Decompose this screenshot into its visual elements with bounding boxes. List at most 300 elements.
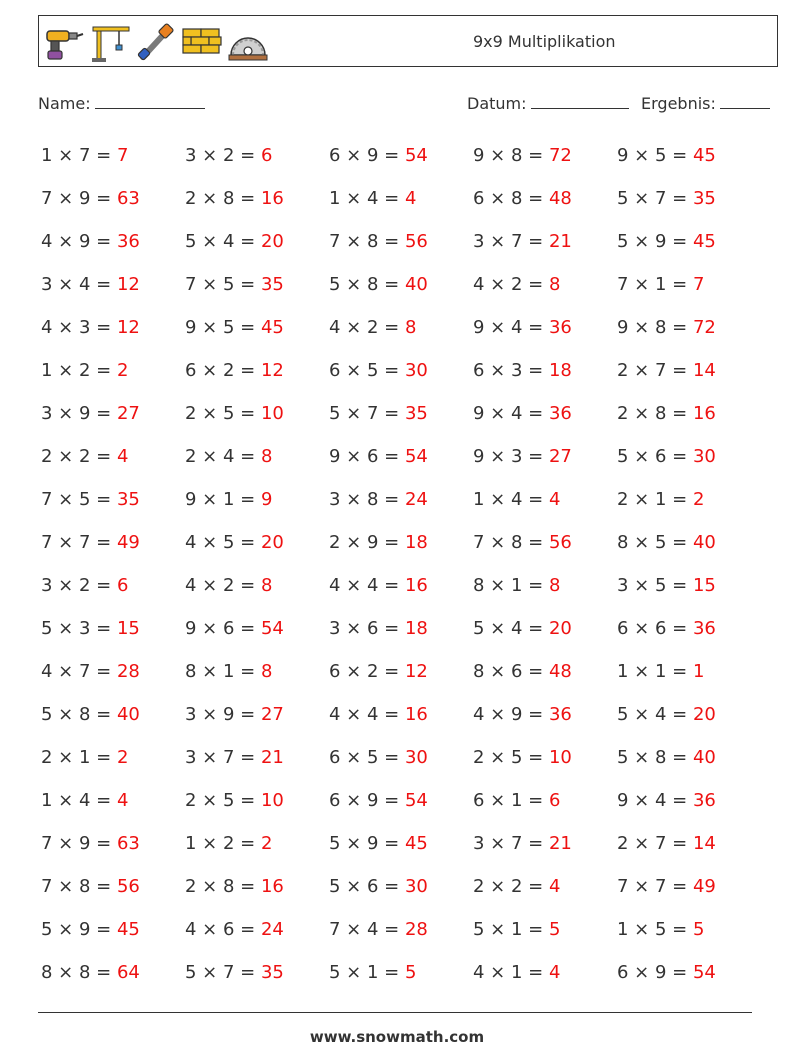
problem-answer: 6	[548, 790, 561, 811]
problem-cell	[329, 736, 473, 779]
problem-cell	[41, 177, 185, 220]
problem-cell	[41, 650, 185, 693]
problem-cell	[473, 134, 617, 177]
problem-cell	[41, 822, 185, 865]
problem-question: 5 × 3 =	[41, 618, 117, 639]
worksheet-header	[38, 15, 778, 67]
date-label: Datum:	[467, 94, 527, 113]
problem-answer: 28	[116, 661, 140, 682]
problem-answer: 10	[260, 403, 284, 424]
name-field	[38, 92, 205, 113]
problem-answer: 56	[404, 231, 428, 252]
problem-answer: 36	[548, 403, 572, 424]
problem-question: 3 × 9 =	[41, 403, 117, 424]
problem-question: 7 × 5 =	[185, 274, 261, 295]
problem-question: 9 × 8 =	[473, 145, 549, 166]
problem-question: 2 × 9 =	[329, 532, 405, 553]
problem-cell	[617, 134, 761, 177]
problem-question: 6 × 9 =	[329, 145, 405, 166]
problem-answer: 12	[116, 274, 140, 295]
problem-cell	[329, 650, 473, 693]
problem-cell	[185, 951, 329, 994]
problem-answer: 36	[692, 790, 716, 811]
problem-question: 3 × 7 =	[473, 833, 549, 854]
problem-cell	[473, 822, 617, 865]
problem-question: 3 × 2 =	[185, 145, 261, 166]
problem-row	[41, 908, 761, 951]
problem-question: 2 × 8 =	[185, 876, 261, 897]
problem-answer: 20	[692, 704, 716, 725]
footer-divider	[38, 1012, 752, 1013]
problem-cell	[617, 521, 761, 564]
problem-question: 7 × 9 =	[41, 188, 117, 209]
problem-question: 6 × 5 =	[329, 360, 405, 381]
problem-cell	[617, 650, 761, 693]
problem-row	[41, 779, 761, 822]
problem-answer: 40	[692, 747, 716, 768]
problem-answer: 36	[548, 317, 572, 338]
problem-cell	[617, 435, 761, 478]
problem-question: 9 × 3 =	[473, 446, 549, 467]
problem-cell	[41, 306, 185, 349]
problem-answer: 6	[260, 145, 273, 166]
problem-question: 9 × 5 =	[185, 317, 261, 338]
problem-question: 8 × 8 =	[41, 962, 117, 983]
problem-cell	[41, 951, 185, 994]
problem-answer: 54	[404, 145, 428, 166]
problem-cell	[185, 349, 329, 392]
problem-row	[41, 607, 761, 650]
problem-cell	[617, 822, 761, 865]
problem-cell	[473, 478, 617, 521]
problem-question: 7 × 8 =	[329, 231, 405, 252]
problem-question: 2 × 8 =	[185, 188, 261, 209]
problem-answer: 49	[116, 532, 140, 553]
problem-cell	[329, 564, 473, 607]
problem-question: 3 × 8 =	[329, 489, 405, 510]
problem-answer: 5	[692, 919, 705, 940]
problem-question: 8 × 1 =	[185, 661, 261, 682]
problem-answer: 18	[404, 532, 428, 553]
problem-cell	[41, 564, 185, 607]
problem-answer: 16	[404, 575, 428, 596]
problem-answer: 16	[692, 403, 716, 424]
problem-answer: 54	[260, 618, 284, 639]
problem-cell	[329, 134, 473, 177]
problem-answer: 54	[692, 962, 716, 983]
problem-question: 5 × 8 =	[41, 704, 117, 725]
problem-question: 3 × 2 =	[41, 575, 117, 596]
problem-answer: 9	[260, 489, 273, 510]
problem-cell	[185, 392, 329, 435]
problem-cell	[473, 392, 617, 435]
problem-answer: 72	[548, 145, 572, 166]
problem-answer: 54	[404, 790, 428, 811]
problem-question: 6 × 9 =	[329, 790, 405, 811]
problem-answer: 40	[692, 532, 716, 553]
problem-cell	[329, 951, 473, 994]
problem-question: 6 × 2 =	[185, 360, 261, 381]
problem-answer: 7	[116, 145, 129, 166]
result-field	[641, 92, 770, 113]
problem-question: 4 × 9 =	[473, 704, 549, 725]
problem-question: 5 × 8 =	[329, 274, 405, 295]
problem-answer: 20	[548, 618, 572, 639]
result-blank	[720, 92, 770, 109]
problem-question: 1 × 4 =	[473, 489, 549, 510]
problem-answer: 24	[404, 489, 428, 510]
problem-question: 5 × 9 =	[41, 919, 117, 940]
problem-cell	[185, 564, 329, 607]
problem-answer: 2	[260, 833, 273, 854]
problem-cell	[41, 908, 185, 951]
problem-cell	[617, 908, 761, 951]
problem-question: 4 × 5 =	[185, 532, 261, 553]
problem-row	[41, 650, 761, 693]
problem-question: 8 × 1 =	[473, 575, 549, 596]
problem-answer: 56	[116, 876, 140, 897]
problem-answer: 36	[692, 618, 716, 639]
problem-answer: 27	[548, 446, 572, 467]
problem-cell	[329, 693, 473, 736]
problem-answer: 14	[692, 360, 716, 381]
problem-cell	[41, 736, 185, 779]
problem-answer: 45	[116, 919, 140, 940]
problem-cell	[473, 908, 617, 951]
problem-question: 2 × 5 =	[185, 403, 261, 424]
problem-cell	[617, 177, 761, 220]
problem-cell	[185, 263, 329, 306]
problem-question: 9 × 6 =	[329, 446, 405, 467]
problem-answer: 2	[116, 360, 129, 381]
problem-row	[41, 349, 761, 392]
problem-question: 9 × 4 =	[473, 317, 549, 338]
problem-answer: 40	[116, 704, 140, 725]
name-label: Name:	[38, 94, 91, 113]
problem-answer: 1	[692, 661, 705, 682]
problem-answer: 48	[548, 188, 572, 209]
problem-cell	[329, 220, 473, 263]
problem-answer: 2	[692, 489, 705, 510]
problem-row	[41, 693, 761, 736]
problem-row	[41, 263, 761, 306]
problem-cell	[329, 435, 473, 478]
problem-row	[41, 822, 761, 865]
problem-answer: 49	[692, 876, 716, 897]
problem-cell	[617, 564, 761, 607]
problem-question: 2 × 5 =	[185, 790, 261, 811]
problem-answer: 8	[404, 317, 417, 338]
problem-answer: 48	[548, 661, 572, 682]
problem-answer: 35	[260, 962, 284, 983]
problem-question: 2 × 1 =	[41, 747, 117, 768]
problem-question: 3 × 7 =	[473, 231, 549, 252]
problem-answer: 54	[404, 446, 428, 467]
problem-cell	[329, 908, 473, 951]
problem-cell	[41, 693, 185, 736]
problem-answer: 8	[260, 661, 273, 682]
problem-answer: 20	[260, 532, 284, 553]
problem-cell	[617, 263, 761, 306]
problem-question: 1 × 2 =	[41, 360, 117, 381]
problem-question: 5 × 8 =	[617, 747, 693, 768]
problem-answer: 21	[260, 747, 284, 768]
problem-answer: 64	[116, 962, 140, 983]
problem-cell	[617, 607, 761, 650]
problem-cell	[473, 650, 617, 693]
problem-row	[41, 177, 761, 220]
problem-row	[41, 134, 761, 177]
problem-answer: 35	[404, 403, 428, 424]
problem-cell	[41, 779, 185, 822]
problem-cell	[185, 220, 329, 263]
problem-cell	[473, 435, 617, 478]
problem-cell	[41, 607, 185, 650]
problem-row	[41, 435, 761, 478]
problem-cell	[329, 392, 473, 435]
problem-cell	[617, 779, 761, 822]
problem-question: 5 × 9 =	[617, 231, 693, 252]
problem-question: 3 × 7 =	[185, 747, 261, 768]
problem-cell	[329, 349, 473, 392]
problem-cell	[41, 478, 185, 521]
problem-cell	[329, 177, 473, 220]
problem-answer: 30	[404, 360, 428, 381]
problem-answer: 8	[260, 575, 273, 596]
problem-cell	[185, 134, 329, 177]
problem-question: 1 × 2 =	[185, 833, 261, 854]
problem-question: 5 × 7 =	[329, 403, 405, 424]
problem-cell	[41, 865, 185, 908]
problem-question: 4 × 9 =	[41, 231, 117, 252]
problem-cell	[185, 822, 329, 865]
problem-answer: 4	[404, 188, 417, 209]
problem-answer: 45	[692, 231, 716, 252]
problem-cell	[329, 521, 473, 564]
problem-question: 7 × 9 =	[41, 833, 117, 854]
problem-question: 2 × 5 =	[473, 747, 549, 768]
problem-cell	[473, 693, 617, 736]
problem-cell	[473, 220, 617, 263]
problem-cell	[329, 306, 473, 349]
problem-question: 4 × 2 =	[329, 317, 405, 338]
problem-answer: 24	[260, 919, 284, 940]
problem-answer: 5	[548, 919, 561, 940]
problem-cell	[185, 306, 329, 349]
problem-cell	[41, 220, 185, 263]
problem-cell	[329, 779, 473, 822]
problem-cell	[617, 392, 761, 435]
problem-answer: 45	[260, 317, 284, 338]
problem-question: 5 × 7 =	[185, 962, 261, 983]
problem-question: 4 × 2 =	[185, 575, 261, 596]
problem-question: 6 × 2 =	[329, 661, 405, 682]
problem-cell	[185, 779, 329, 822]
problem-question: 2 × 2 =	[473, 876, 549, 897]
problem-cell	[41, 392, 185, 435]
problem-cell	[185, 521, 329, 564]
problem-question: 6 × 8 =	[473, 188, 549, 209]
problem-answer: 30	[404, 747, 428, 768]
problem-answer: 40	[404, 274, 428, 295]
problem-cell	[185, 478, 329, 521]
problem-answer: 56	[548, 532, 572, 553]
problem-question: 9 × 1 =	[185, 489, 261, 510]
problem-question: 6 × 9 =	[617, 962, 693, 983]
problem-cell	[473, 306, 617, 349]
problem-question: 3 × 5 =	[617, 575, 693, 596]
problem-answer: 30	[404, 876, 428, 897]
problem-question: 2 × 7 =	[617, 833, 693, 854]
problem-answer: 35	[692, 188, 716, 209]
problem-question: 2 × 7 =	[617, 360, 693, 381]
problem-cell	[185, 693, 329, 736]
problem-question: 5 × 7 =	[617, 188, 693, 209]
problem-answer: 10	[260, 790, 284, 811]
problem-row	[41, 220, 761, 263]
problem-answer: 4	[116, 790, 129, 811]
problem-question: 9 × 4 =	[473, 403, 549, 424]
problem-cell	[473, 951, 617, 994]
problem-question: 5 × 6 =	[617, 446, 693, 467]
problem-cell	[617, 478, 761, 521]
problem-answer: 27	[116, 403, 140, 424]
problem-answer: 4	[548, 962, 561, 983]
problem-question: 9 × 4 =	[617, 790, 693, 811]
problem-answer: 36	[548, 704, 572, 725]
problem-question: 7 × 7 =	[617, 876, 693, 897]
problem-cell	[473, 607, 617, 650]
problem-answer: 4	[548, 876, 561, 897]
problem-answer: 16	[260, 876, 284, 897]
problem-row	[41, 521, 761, 564]
problem-cell	[617, 693, 761, 736]
problem-question: 6 × 5 =	[329, 747, 405, 768]
footer-site: www.snowmath.com	[309, 1028, 485, 1046]
problem-cell	[41, 521, 185, 564]
problem-question: 7 × 8 =	[473, 532, 549, 553]
problem-row	[41, 865, 761, 908]
problem-question: 5 × 9 =	[329, 833, 405, 854]
problem-cell	[473, 521, 617, 564]
problem-question: 8 × 6 =	[473, 661, 549, 682]
problem-answer: 8	[548, 274, 561, 295]
problem-cell	[185, 607, 329, 650]
problem-question: 2 × 4 =	[185, 446, 261, 467]
problem-cell	[617, 220, 761, 263]
problem-cell	[329, 607, 473, 650]
problem-question: 2 × 2 =	[41, 446, 117, 467]
problem-answer: 12	[116, 317, 140, 338]
problem-answer: 8	[260, 446, 273, 467]
problem-cell	[473, 564, 617, 607]
problem-cell	[473, 736, 617, 779]
problem-answer: 36	[116, 231, 140, 252]
problem-question: 4 × 7 =	[41, 661, 117, 682]
problem-answer: 45	[404, 833, 428, 854]
problem-question: 6 × 3 =	[473, 360, 549, 381]
problem-answer: 7	[692, 274, 705, 295]
problem-cell	[329, 263, 473, 306]
problem-answer: 12	[260, 360, 284, 381]
problem-cell	[617, 865, 761, 908]
problem-question: 4 × 4 =	[329, 704, 405, 725]
problem-question: 1 × 5 =	[617, 919, 693, 940]
problem-row	[41, 306, 761, 349]
problem-cell	[41, 134, 185, 177]
problem-answer: 8	[548, 575, 561, 596]
problem-answer: 35	[116, 489, 140, 510]
problem-cell	[617, 736, 761, 779]
problem-cell	[473, 779, 617, 822]
problem-question: 9 × 8 =	[617, 317, 693, 338]
problem-cell	[185, 177, 329, 220]
problem-question: 7 × 7 =	[41, 532, 117, 553]
problem-answer: 72	[692, 317, 716, 338]
problem-answer: 16	[404, 704, 428, 725]
problem-question: 4 × 2 =	[473, 274, 549, 295]
problem-cell	[185, 435, 329, 478]
problem-answer: 63	[116, 188, 140, 209]
problem-grid	[41, 134, 761, 994]
problem-cell	[329, 822, 473, 865]
problem-answer: 20	[260, 231, 284, 252]
problem-cell	[41, 349, 185, 392]
problem-row	[41, 478, 761, 521]
problem-answer: 4	[116, 446, 129, 467]
problem-question: 5 × 6 =	[329, 876, 405, 897]
problem-cell	[185, 650, 329, 693]
problem-question: 8 × 5 =	[617, 532, 693, 553]
date-field	[467, 92, 629, 113]
problem-question: 9 × 5 =	[617, 145, 693, 166]
problem-cell	[329, 865, 473, 908]
problem-answer: 5	[404, 962, 417, 983]
problem-answer: 27	[260, 704, 284, 725]
problem-question: 4 × 3 =	[41, 317, 117, 338]
problem-question: 5 × 4 =	[185, 231, 261, 252]
problem-answer: 18	[404, 618, 428, 639]
problem-question: 7 × 5 =	[41, 489, 117, 510]
problem-row	[41, 736, 761, 779]
problem-question: 3 × 6 =	[329, 618, 405, 639]
problem-question: 2 × 8 =	[617, 403, 693, 424]
problem-cell	[185, 865, 329, 908]
problem-question: 7 × 4 =	[329, 919, 405, 940]
problem-cell	[41, 435, 185, 478]
problem-answer: 2	[116, 747, 129, 768]
problem-answer: 30	[692, 446, 716, 467]
problem-answer: 10	[548, 747, 572, 768]
problem-question: 5 × 4 =	[473, 618, 549, 639]
problem-cell	[185, 736, 329, 779]
problem-cell	[41, 263, 185, 306]
problem-question: 4 × 1 =	[473, 962, 549, 983]
problem-question: 6 × 6 =	[617, 618, 693, 639]
problem-cell	[473, 177, 617, 220]
problem-answer: 18	[548, 360, 572, 381]
problem-question: 6 × 1 =	[473, 790, 549, 811]
problem-row	[41, 951, 761, 994]
problem-question: 5 × 1 =	[329, 962, 405, 983]
date-blank	[531, 92, 629, 109]
problem-question: 1 × 4 =	[329, 188, 405, 209]
problem-cell	[473, 263, 617, 306]
problem-question: 3 × 9 =	[185, 704, 261, 725]
info-fields	[38, 92, 770, 116]
problem-question: 1 × 4 =	[41, 790, 117, 811]
problem-question: 2 × 1 =	[617, 489, 693, 510]
